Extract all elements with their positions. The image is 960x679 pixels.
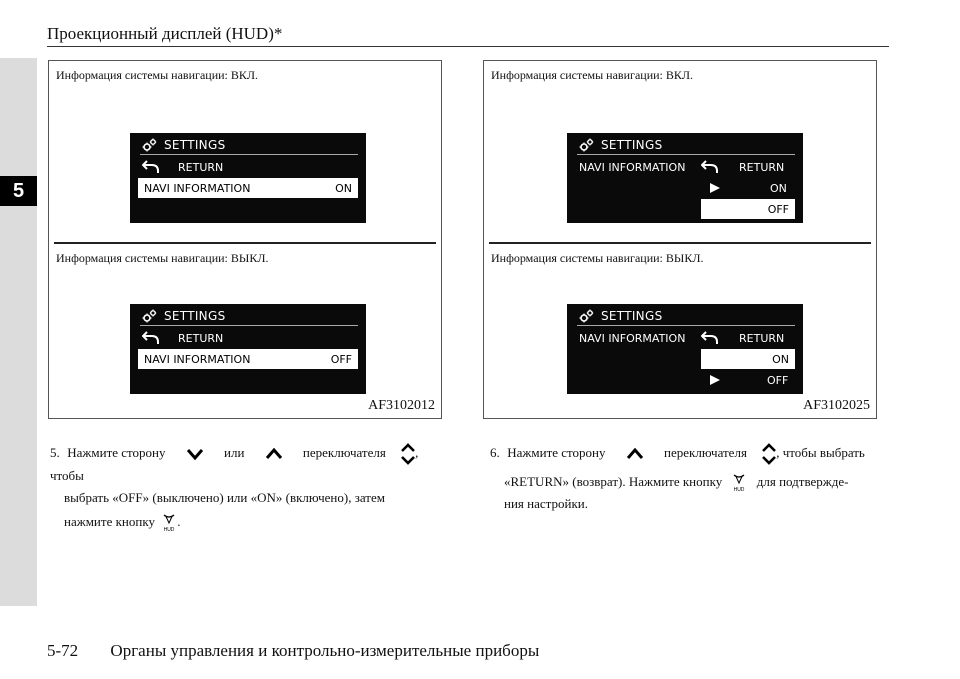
return-label: RETURN bbox=[739, 160, 785, 174]
step-text: Нажмите сторону bbox=[507, 445, 606, 460]
return-label: RETURN bbox=[178, 160, 224, 174]
svg-text:HUD: HUD bbox=[163, 527, 175, 534]
return-row bbox=[701, 157, 784, 177]
gear-icon bbox=[579, 309, 595, 323]
navi-info-row-selected bbox=[138, 349, 358, 369]
navi-value: OFF bbox=[330, 352, 352, 366]
hud-screen-navi-off bbox=[130, 304, 366, 394]
navi-label: NAVI INFORMATION bbox=[579, 160, 686, 174]
settings-title bbox=[142, 137, 225, 153]
side-strip bbox=[0, 58, 37, 606]
step-text: выбрать «OFF» (выключено) или «ON» (включено), затем bbox=[64, 490, 385, 506]
play-arrow-icon bbox=[709, 374, 721, 386]
page-footer bbox=[47, 641, 539, 661]
figure-code: AF3102012 bbox=[368, 398, 435, 413]
settings-underline bbox=[140, 154, 358, 155]
settings-label: SETTINGS bbox=[601, 309, 663, 323]
figure-code: AF3102025 bbox=[803, 398, 870, 413]
caption-navi-off: Информация системы навигации: ВЫКЛ. bbox=[56, 251, 269, 265]
step-number: 6. bbox=[490, 445, 500, 460]
play-arrow-icon bbox=[709, 182, 721, 194]
on-value bbox=[770, 178, 787, 198]
settings-underline bbox=[140, 325, 358, 326]
settings-title bbox=[142, 308, 225, 324]
settings-underline bbox=[577, 325, 795, 326]
chevron-up-icon bbox=[266, 448, 282, 460]
settings-underline bbox=[577, 154, 795, 155]
chevron-up-icon bbox=[627, 448, 643, 460]
chapter-tab: 5 bbox=[0, 176, 37, 206]
off-option-row bbox=[709, 370, 721, 390]
step-6 bbox=[490, 442, 888, 515]
off-label: OFF bbox=[767, 202, 789, 216]
return-arrow-icon bbox=[701, 331, 721, 345]
off-value bbox=[767, 370, 788, 390]
return-arrow-icon bbox=[142, 160, 162, 174]
return-row bbox=[142, 157, 223, 177]
step-text: , чтобы bbox=[50, 445, 419, 484]
navi-label: NAVI INFORMATION bbox=[579, 331, 686, 345]
navi-info-row-selected bbox=[138, 178, 358, 198]
hud-screen-navi-on bbox=[567, 133, 803, 223]
return-label: RETURN bbox=[739, 331, 785, 345]
off-option-row-selected bbox=[701, 199, 795, 219]
navi-label: NAVI INFORMATION bbox=[144, 181, 251, 195]
hud-button-icon bbox=[161, 513, 177, 533]
step-text: «RETURN» (возврат). Нажмите кнопку bbox=[504, 474, 723, 490]
off-label: OFF bbox=[767, 373, 789, 387]
step-text: или bbox=[224, 445, 245, 460]
gear-icon bbox=[142, 309, 158, 323]
gear-icon bbox=[579, 138, 595, 152]
return-label: RETURN bbox=[178, 331, 224, 345]
step-text: переключателя bbox=[302, 445, 386, 460]
up-down-switch-icon bbox=[401, 443, 415, 465]
up-down-switch-icon bbox=[762, 443, 776, 465]
navi-info-row bbox=[579, 157, 685, 177]
svg-text:HUD: HUD bbox=[734, 487, 745, 494]
return-arrow-icon bbox=[142, 331, 162, 345]
step-text: . bbox=[177, 514, 181, 530]
page-header-title: Проекционный дисплей (HUD)* bbox=[47, 24, 283, 43]
on-option-row-selected bbox=[701, 349, 795, 369]
chevron-down-icon bbox=[187, 448, 203, 460]
figure-divider bbox=[489, 242, 871, 244]
gear-icon bbox=[142, 138, 158, 152]
step-text: , чтобы выбрать bbox=[776, 445, 865, 460]
return-row bbox=[701, 328, 784, 348]
figure-divider bbox=[54, 242, 436, 244]
step-5 bbox=[50, 442, 448, 533]
hud-button-icon bbox=[731, 473, 747, 493]
return-row bbox=[142, 328, 223, 348]
figure-left bbox=[48, 60, 442, 419]
hud-screen-navi-on bbox=[130, 133, 366, 223]
header-rule bbox=[47, 46, 889, 47]
navi-info-row bbox=[579, 328, 685, 348]
figure-right bbox=[483, 60, 877, 419]
return-arrow-icon bbox=[701, 160, 721, 174]
settings-label: SETTINGS bbox=[601, 138, 663, 152]
navi-label: NAVI INFORMATION bbox=[144, 352, 251, 366]
step-text: переключателя bbox=[664, 445, 747, 460]
hud-screen-navi-off bbox=[567, 304, 803, 394]
settings-title bbox=[579, 137, 662, 153]
settings-title bbox=[579, 308, 662, 324]
step-text: ния настройки. bbox=[504, 496, 588, 512]
caption-navi-off: Информация системы навигации: ВЫКЛ. bbox=[491, 251, 704, 265]
step-text: нажмите кнопку bbox=[64, 514, 155, 530]
caption-navi-on: Информация системы навигации: ВКЛ. bbox=[491, 68, 694, 82]
footer-title: Органы управления и контрольно-измерительные приборы bbox=[110, 641, 540, 660]
on-option-row bbox=[709, 178, 721, 198]
settings-label: SETTINGS bbox=[164, 138, 226, 152]
on-label: ON bbox=[772, 352, 789, 366]
step-text: для подтвержде- bbox=[756, 474, 849, 490]
settings-label: SETTINGS bbox=[164, 309, 226, 323]
on-label: ON bbox=[770, 181, 787, 195]
page-number: 5-72 bbox=[47, 641, 79, 660]
caption-navi-on: Информация системы навигации: ВКЛ. bbox=[56, 68, 259, 82]
step-number: 5. bbox=[50, 445, 60, 460]
navi-value: ON bbox=[335, 181, 352, 195]
step-text: Нажмите сторону bbox=[67, 445, 166, 460]
